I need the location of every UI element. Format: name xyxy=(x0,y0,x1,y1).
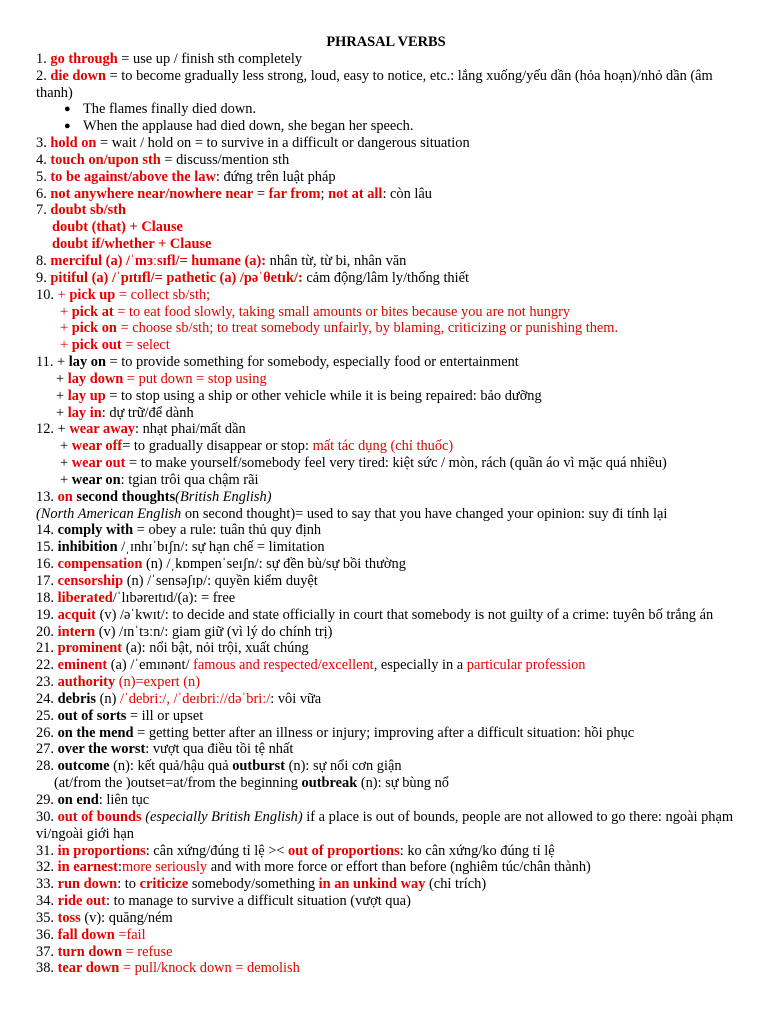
text-run: 1. xyxy=(36,50,51,67)
text-run: pick up xyxy=(69,286,116,303)
entry-line xyxy=(36,405,736,422)
text-run: lay in xyxy=(67,404,102,421)
text-run: 30. xyxy=(36,808,58,825)
text-run: out of proportions xyxy=(288,842,400,859)
entry-line xyxy=(36,51,736,68)
entry-line xyxy=(36,809,736,843)
text-run: toss xyxy=(57,909,81,926)
text-run: 24. xyxy=(36,690,58,707)
text-run: run down xyxy=(57,876,118,893)
entry-line xyxy=(36,927,736,944)
text-run: (n): sự nổi cơn giận xyxy=(285,758,402,775)
text-run: hold on xyxy=(50,135,97,152)
entry-line xyxy=(36,573,736,590)
entry-line xyxy=(36,674,736,691)
entry-line xyxy=(36,320,736,337)
entry-line xyxy=(36,219,736,236)
text-run: : to manage to survive a difficult situation (vượt qua) xyxy=(105,893,411,910)
entry-line xyxy=(36,270,736,287)
text-run: : ko cân xứng/ko đúng tỉ lệ xyxy=(399,842,555,859)
text-run: go through xyxy=(50,50,118,67)
text-run: famous and respected/excellent xyxy=(193,657,374,674)
text-run: = obey a rule: tuân thủ quy định xyxy=(133,522,322,539)
text-run: = ill or upset xyxy=(126,707,204,724)
text-run: /ˈdebriː/, /ˈdeɪbriː//dəˈbriː/ xyxy=(119,690,271,707)
text-run: 11. + xyxy=(36,354,69,371)
text-run: pick at xyxy=(71,303,114,320)
entry-line xyxy=(36,455,736,472)
text-run: (at/from the )outset=at/from the beginning xyxy=(54,775,302,792)
text-run: 4. xyxy=(36,151,51,168)
text-run: 29. xyxy=(36,791,58,808)
text-run: ; xyxy=(320,185,329,202)
entry-line xyxy=(36,354,736,371)
text-run: = refuse xyxy=(121,943,173,960)
text-run: outburst xyxy=(232,758,286,775)
entry-line xyxy=(36,708,736,725)
entry-line xyxy=(36,859,736,876)
text-run: (chỉ trích) xyxy=(425,876,487,893)
text-run: = xyxy=(253,185,269,202)
entry-line xyxy=(36,758,736,775)
text-run: cảm động/lâm ly/thống thiết xyxy=(302,269,470,286)
entry-line xyxy=(36,590,736,607)
entry-line xyxy=(36,236,736,253)
text-run: liberated xyxy=(57,589,113,606)
text-run: (a): nổi bật, nỏi trội, xuất chúng xyxy=(122,640,309,657)
text-run: censorship xyxy=(57,573,124,589)
text-run: /ˈlɪbəreɪtɪd/(a): = free xyxy=(112,589,236,606)
text-run: 22. xyxy=(36,657,58,674)
text-run: : vượt qua điều tồi tệ nhất xyxy=(145,741,294,758)
text-run: out of sorts xyxy=(57,707,127,724)
text-run: lay down xyxy=(67,370,124,387)
phrasal-verb-list xyxy=(36,51,736,977)
text-run: 23. xyxy=(36,674,58,691)
entry-line xyxy=(36,152,736,169)
entry-line xyxy=(36,944,736,961)
entry-line xyxy=(36,287,736,304)
text-run: = collect sb/sth; xyxy=(115,286,211,303)
entry-line xyxy=(36,910,736,927)
text-run: doubt if/whether + Clause xyxy=(52,236,212,253)
text-run: The flames finally died down. xyxy=(83,101,257,118)
text-run: if a place is out of bounds, people are not allowed to go there: ngoài phạm vi/ngoài giới hạn xyxy=(36,808,734,842)
text-run: doubt sb/sth xyxy=(50,202,126,219)
text-run: (North American English xyxy=(36,505,182,522)
text-run: 2. xyxy=(36,67,51,84)
entry-line xyxy=(36,960,736,977)
text-run: + xyxy=(60,438,72,455)
text-run: + xyxy=(56,387,68,404)
text-run: turn down xyxy=(57,943,122,960)
text-run: + xyxy=(60,320,72,337)
entry-line xyxy=(36,607,736,624)
text-run: over the worst xyxy=(57,741,146,758)
text-run: = put down = stop using xyxy=(123,370,267,387)
text-run: out of bounds xyxy=(57,808,142,825)
text-run: When the applause had died down, she began her speech. xyxy=(83,118,414,135)
text-run: 26. xyxy=(36,724,58,741)
text-run: second thoughts xyxy=(76,488,176,505)
text-run: + xyxy=(56,370,68,387)
text-run: 7. xyxy=(36,202,51,219)
entry-line xyxy=(36,68,736,102)
entry-line xyxy=(36,657,736,674)
text-run: 16. xyxy=(36,556,58,573)
bullet-example-line xyxy=(36,101,736,118)
text-run: + xyxy=(60,455,72,472)
text-run: pick on xyxy=(71,320,117,337)
text-run: (v) /əˈkwɪt/: to decide and state officially in court that somebody is not guilty of a crime: tuyên bố trắng án xyxy=(95,606,714,623)
text-run: (v) /ɪnˈtɜːn/: giam giữ (vì lý do chính trị) xyxy=(95,623,333,640)
text-run: somebody/something xyxy=(188,876,319,893)
entry-line xyxy=(36,556,736,573)
bullet-icon: ● xyxy=(64,103,71,116)
text-run: debris xyxy=(57,690,96,707)
text-run: : cân xứng/đúng tỉ lệ >< xyxy=(145,842,289,859)
text-run: + xyxy=(56,404,68,421)
text-run: lay on xyxy=(68,354,106,371)
text-run: 33. xyxy=(36,876,58,893)
entry-line xyxy=(36,472,736,489)
text-run: ride out xyxy=(57,893,106,910)
entry-line xyxy=(36,691,736,708)
text-run: 27. xyxy=(36,741,58,758)
text-run: 36. xyxy=(36,926,58,943)
text-run: prominent xyxy=(57,640,123,657)
text-run: on end xyxy=(57,791,99,808)
entry-line xyxy=(36,202,736,219)
text-run: 12. + xyxy=(36,421,70,438)
text-run: far from xyxy=(268,185,321,202)
text-run: 21. xyxy=(36,640,58,657)
text-run: /ˌɪnhɪˈbɪʃn/: sự hạn chế = limitation xyxy=(117,539,325,556)
text-run: eminent xyxy=(57,657,108,674)
text-run: more seriously xyxy=(121,859,208,876)
text-run: wear off xyxy=(71,438,123,455)
text-run: (n): kết quả/hậu quả xyxy=(109,758,233,775)
text-run: 35. xyxy=(36,909,58,926)
entry-line xyxy=(36,893,736,910)
text-run: and with more force or effort than before (nghiêm túc/chân thành) xyxy=(207,859,591,876)
text-run: = choose sb/sth; to treat somebody unfairly, by blaming, criticizing or punishing them. xyxy=(116,320,619,337)
text-run: doubt (that) + Clause xyxy=(52,219,183,236)
text-run: 6. xyxy=(36,185,51,202)
text-run: + xyxy=(57,286,70,303)
entry-line xyxy=(36,421,736,438)
text-run: (n) xyxy=(95,690,120,707)
text-run: = to eat food slowly, taking small amounts or bites because you are not hungry xyxy=(113,303,571,320)
text-run: pick out xyxy=(71,337,122,354)
text-run: fall down xyxy=(57,926,115,943)
text-run: 17. xyxy=(36,573,58,589)
text-run: = to make yourself/somebody feel very tired: kiệt sức / mòn, rách (quần áo vì mặc quá nhiều) xyxy=(125,455,667,472)
page-title: PHRASAL VERBS xyxy=(326,34,446,50)
bullet-icon: ● xyxy=(64,120,71,133)
text-run: 9. xyxy=(36,269,51,286)
entry-line xyxy=(36,725,736,742)
text-run: = to provide something for somebody, especially food or entertainment xyxy=(105,354,519,371)
text-run: = getting better after an illness or injury; improving after a difficult situation: hồi phục xyxy=(133,724,635,741)
text-run: , especially in a xyxy=(373,657,467,674)
entry-line xyxy=(36,539,736,556)
entry-line xyxy=(36,506,736,523)
text-run: 18. xyxy=(36,589,58,606)
entry-line xyxy=(36,489,736,506)
entry-line xyxy=(36,843,736,860)
text-run: (v): quăng/ném xyxy=(80,909,173,926)
text-run: : đứng trên luật pháp xyxy=(215,168,336,185)
text-run: to be against/above the law xyxy=(50,168,216,185)
text-run: + xyxy=(60,337,72,354)
text-run: on the mend xyxy=(57,724,134,741)
entry-line xyxy=(36,792,736,809)
text-run: authority xyxy=(57,674,116,691)
text-run: in proportions xyxy=(57,842,146,859)
entry-line xyxy=(36,371,736,388)
text-run: : xyxy=(117,859,122,876)
entry-line xyxy=(36,640,736,657)
entry-line xyxy=(36,253,736,270)
text-run: on xyxy=(57,488,73,505)
entry-line xyxy=(36,876,736,893)
text-run: + xyxy=(60,471,72,488)
text-run: =fail xyxy=(114,926,146,943)
text-run: wear on xyxy=(71,471,121,488)
text-run: 34. xyxy=(36,893,58,910)
text-run: 13. xyxy=(36,488,58,505)
text-run: (n): sự bùng nổ xyxy=(357,775,449,792)
entry-line xyxy=(36,337,736,354)
text-run: (n) /ˈsensəʃɪp/: quyền kiểm duyệt xyxy=(123,573,318,589)
entry-line xyxy=(36,438,736,455)
text-run: 37. xyxy=(36,943,58,960)
text-run: in earnest xyxy=(57,859,118,876)
text-run: = use up / finish sth completely xyxy=(117,50,303,67)
text-run: outbreak xyxy=(301,775,358,792)
text-run: 25. xyxy=(36,707,58,724)
text-run: intern xyxy=(57,623,96,640)
entry-line xyxy=(36,775,736,792)
text-run: compensation xyxy=(57,556,143,573)
text-run: on second thought)= used to say that you have changed your opinion: suy đi tính lại xyxy=(181,505,668,522)
text-run: (a) /ˈemɪnənt/ xyxy=(107,657,194,674)
text-run: 10. xyxy=(36,286,58,303)
entry-line xyxy=(36,522,736,539)
text-run: mất tác dụng (chỉ thuốc) xyxy=(312,438,454,455)
text-run: = select xyxy=(121,337,170,354)
text-run: not at all xyxy=(328,185,383,202)
text-run: nhân từ, từ bi, nhân văn xyxy=(266,252,407,269)
text-run: (n) /ˌkɒmpenˈseɪʃn/: sự đền bù/sự bồi thường xyxy=(142,556,406,573)
text-run: 19. xyxy=(36,606,58,623)
entry-line xyxy=(36,304,736,321)
entry-line xyxy=(36,169,736,186)
document-page xyxy=(36,34,736,977)
text-run: : dự trữ/để dành xyxy=(101,404,194,421)
entry-line xyxy=(36,741,736,758)
text-run: inhibition xyxy=(57,539,118,556)
text-run: = to stop using a ship or other vehicle while it is being repaired: bảo dưỡng xyxy=(105,387,542,404)
text-run: 31. xyxy=(36,842,58,859)
text-run: comply with xyxy=(57,522,134,539)
text-run: outcome xyxy=(57,758,110,775)
text-run: (n)=expert (n) xyxy=(115,674,200,691)
text-run: not anywhere near/nowhere near xyxy=(50,185,254,202)
text-run: wear away xyxy=(69,421,135,438)
text-run: = to become gradually less strong, loud, easy to notice, etc.: lắng xuống/yếu dần (hỏa hoạn)/nhỏ dần (âm thanh) xyxy=(36,67,713,101)
text-run: 8. xyxy=(36,252,51,269)
text-run: in an unkind way xyxy=(318,876,426,893)
entry-line xyxy=(36,135,736,152)
text-run: = pull/knock down = demolish xyxy=(119,960,300,977)
text-run: 5. xyxy=(36,168,51,185)
text-run: acquit xyxy=(57,606,96,623)
entry-line xyxy=(36,388,736,405)
text-run: (especially British English) xyxy=(145,808,303,825)
text-run: : to xyxy=(117,876,140,893)
text-run: die down xyxy=(50,67,106,84)
text-run: 15. xyxy=(36,539,58,556)
text-run: particular profession xyxy=(466,657,586,674)
text-run: lay up xyxy=(67,387,106,404)
text-run: touch on/upon sth xyxy=(50,151,161,168)
text-run: + xyxy=(60,303,72,320)
entry-line xyxy=(36,624,736,641)
text-run: : tgian trôi qua chậm rãi xyxy=(120,471,259,488)
text-run: = to gradually disappear or stop: xyxy=(122,438,313,455)
text-run: = wait / hold on = to survive in a difficult or dangerous situation xyxy=(96,135,470,152)
text-run: (British English) xyxy=(175,488,272,505)
text-run: : nhạt phai/mất dần xyxy=(135,421,246,438)
text-run: merciful (a) /ˈmɜːsɪfl/= humane (a): xyxy=(50,252,267,269)
text-run: = discuss/mention sth xyxy=(160,151,290,168)
bullet-example-line xyxy=(36,118,736,135)
text-run: 3. xyxy=(36,135,51,152)
text-run: : vôi vữa xyxy=(270,690,322,707)
entry-line xyxy=(36,186,736,203)
text-run: tear down xyxy=(57,960,120,977)
text-run: 38. xyxy=(36,960,58,977)
text-run: 28. xyxy=(36,758,58,775)
text-run: 20. xyxy=(36,623,58,640)
text-run: pitiful (a) /ˈpɪtɪfl/= pathetic (a) /pəˈθetɪk/: xyxy=(50,269,303,286)
text-run: 14. xyxy=(36,522,58,539)
text-run: : còn lâu xyxy=(382,185,432,202)
text-run: 32. xyxy=(36,859,58,876)
text-run: : liên tục xyxy=(98,791,150,808)
text-run: wear out xyxy=(71,455,126,472)
text-run: criticize xyxy=(139,876,189,893)
